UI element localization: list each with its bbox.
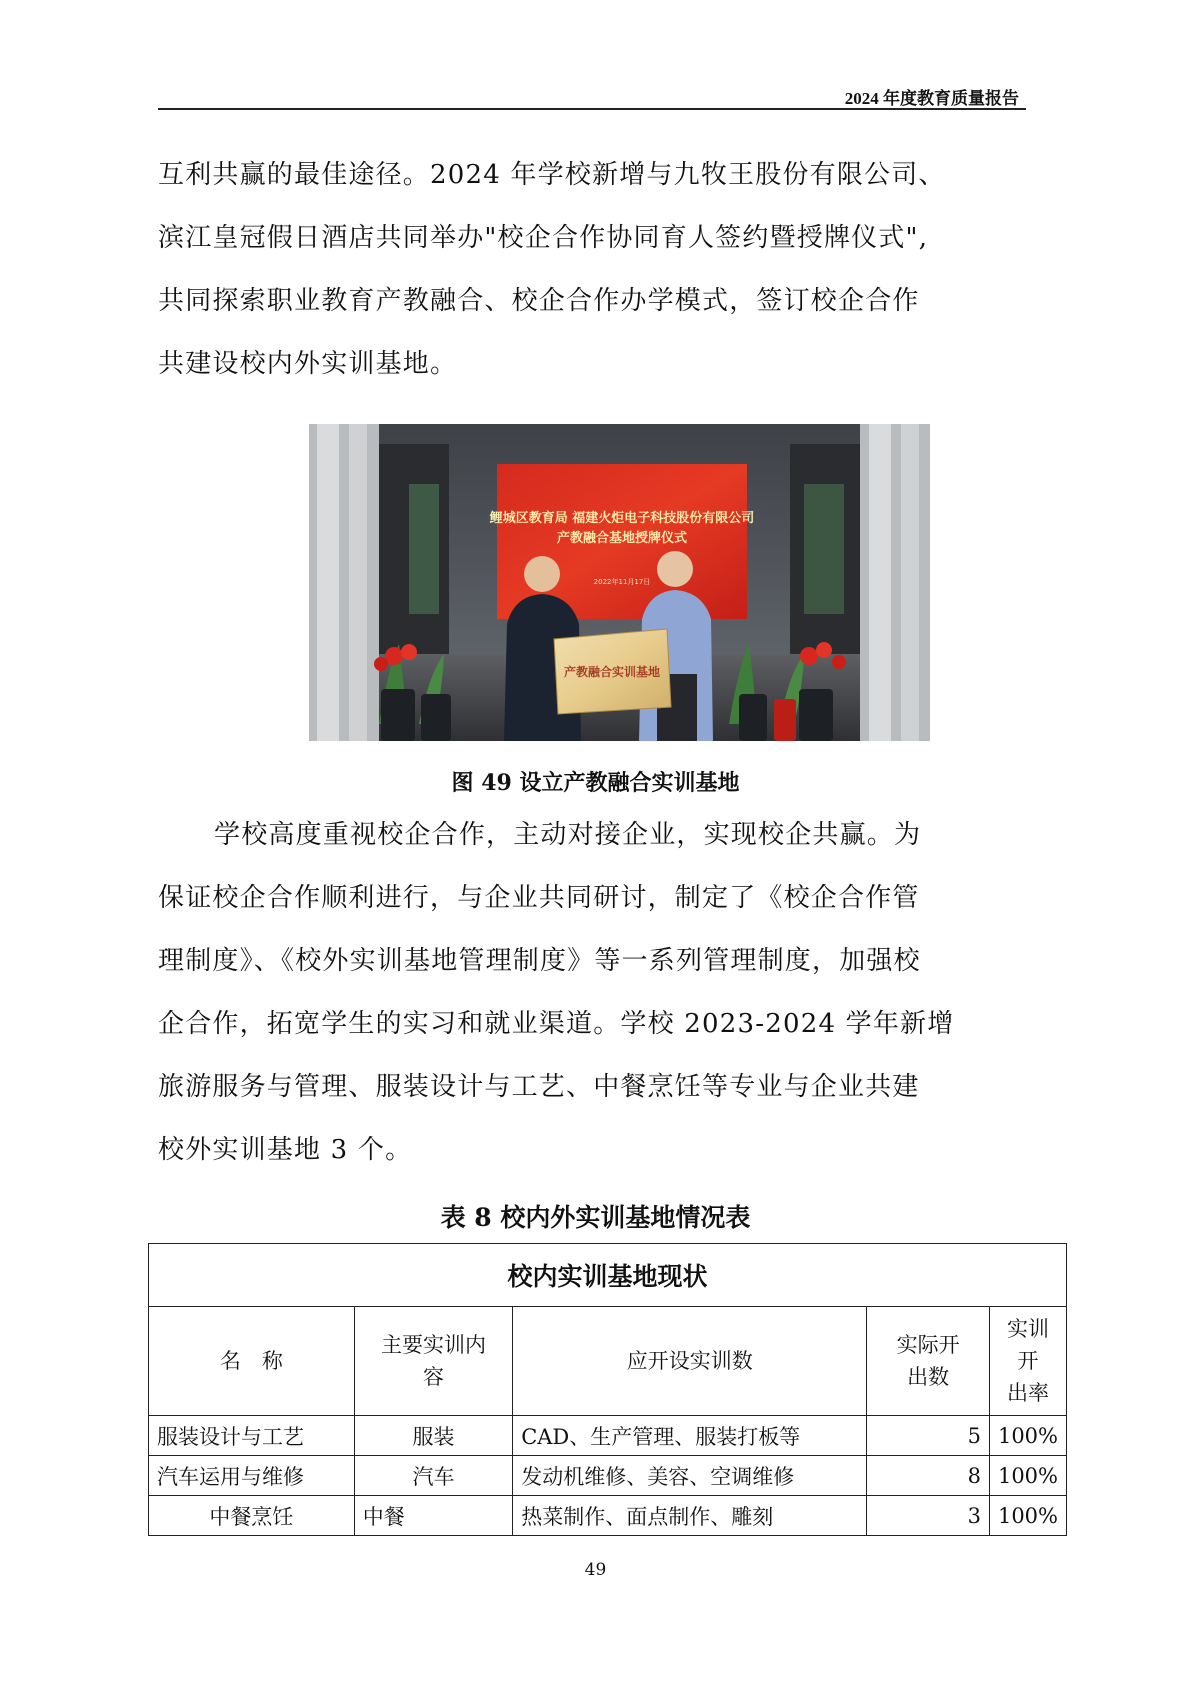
table-row: 服装设计与工艺 服装 CAD、生产管理、服装打板等 5 100% xyxy=(149,1416,1067,1456)
paragraph-2 xyxy=(158,804,1018,1182)
screen-line-2: 产教融合基地授牌仪式 xyxy=(556,531,688,546)
column-header-name: 名 称 xyxy=(149,1307,355,1416)
ceremony-photo xyxy=(309,424,930,741)
paragraph-line: 共同探索职业教育产教融合、校企合作办学模式，签订校企合作 xyxy=(158,286,920,316)
paragraph-line: 保证校企合作顺利进行，与企业共同研讨，制定了《校企合作管 xyxy=(158,883,920,913)
header-rule xyxy=(158,108,1026,110)
paragraph-line: 旅游服务与管理、服装设计与工艺、中餐烹饪等专业与企业共建 xyxy=(158,1072,920,1102)
paragraph-line: 校外实训基地 3 个。 xyxy=(158,1135,413,1165)
page-number: 49 xyxy=(584,1560,607,1580)
paragraph-line: 学校高度重视校企合作，主动对接企业，实现校企共赢。为 xyxy=(214,820,922,850)
paragraph-line: 理制度》、《校外实训基地管理制度》等一系列管理制度，加强校 xyxy=(158,946,921,976)
screen-date: 2022年11月17日 xyxy=(593,578,651,586)
table-caption: 表 8 校内外实训基地情况表 xyxy=(440,1203,751,1232)
column-header-rate: 实训开 出率 xyxy=(989,1307,1066,1416)
screen-line-1: 鲤城区教育局 福建火炬电子科技股份有限公司 xyxy=(489,511,755,526)
paragraph-line: 共建设校内外实训基地。 xyxy=(158,349,458,379)
paragraph-line: 互利共赢的最佳途径。2024 年学校新增与九牧王股份有限公司、 xyxy=(158,160,946,190)
table-header-row xyxy=(149,1307,1067,1416)
ceremony-photo-image xyxy=(309,424,930,741)
paragraph-line: 滨江皇冠假日酒店共同举办"校企合作协同育人签约暨授牌仪式", xyxy=(158,223,929,253)
paragraph-1 xyxy=(158,144,1018,396)
figure-caption: 图 49 设立产教融合实训基地 xyxy=(451,770,740,796)
plaque-text: 产教融合实训基地 xyxy=(563,665,661,679)
table-title: 校内实训基地现状 xyxy=(149,1244,1067,1307)
report-header-title: 2024 年度教育质量报告 xyxy=(844,89,1019,108)
column-header-content: 主要实训内 容 xyxy=(354,1307,512,1416)
paragraph-line: 企合作，拓宽学生的实习和就业渠道。学校 2023-2024 学年新增 xyxy=(158,1009,955,1039)
table-row: 中餐烹饪 中餐 热菜制作、面点制作、雕刻 3 100% xyxy=(149,1496,1067,1536)
training-base-table xyxy=(148,1243,1067,1536)
column-header-planned: 应开设实训数 xyxy=(513,1307,867,1416)
column-header-actual: 实际开 出数 xyxy=(867,1307,990,1416)
table-row: 汽车运用与维修 汽车 发动机维修、美容、空调维修 8 100% xyxy=(149,1456,1067,1496)
